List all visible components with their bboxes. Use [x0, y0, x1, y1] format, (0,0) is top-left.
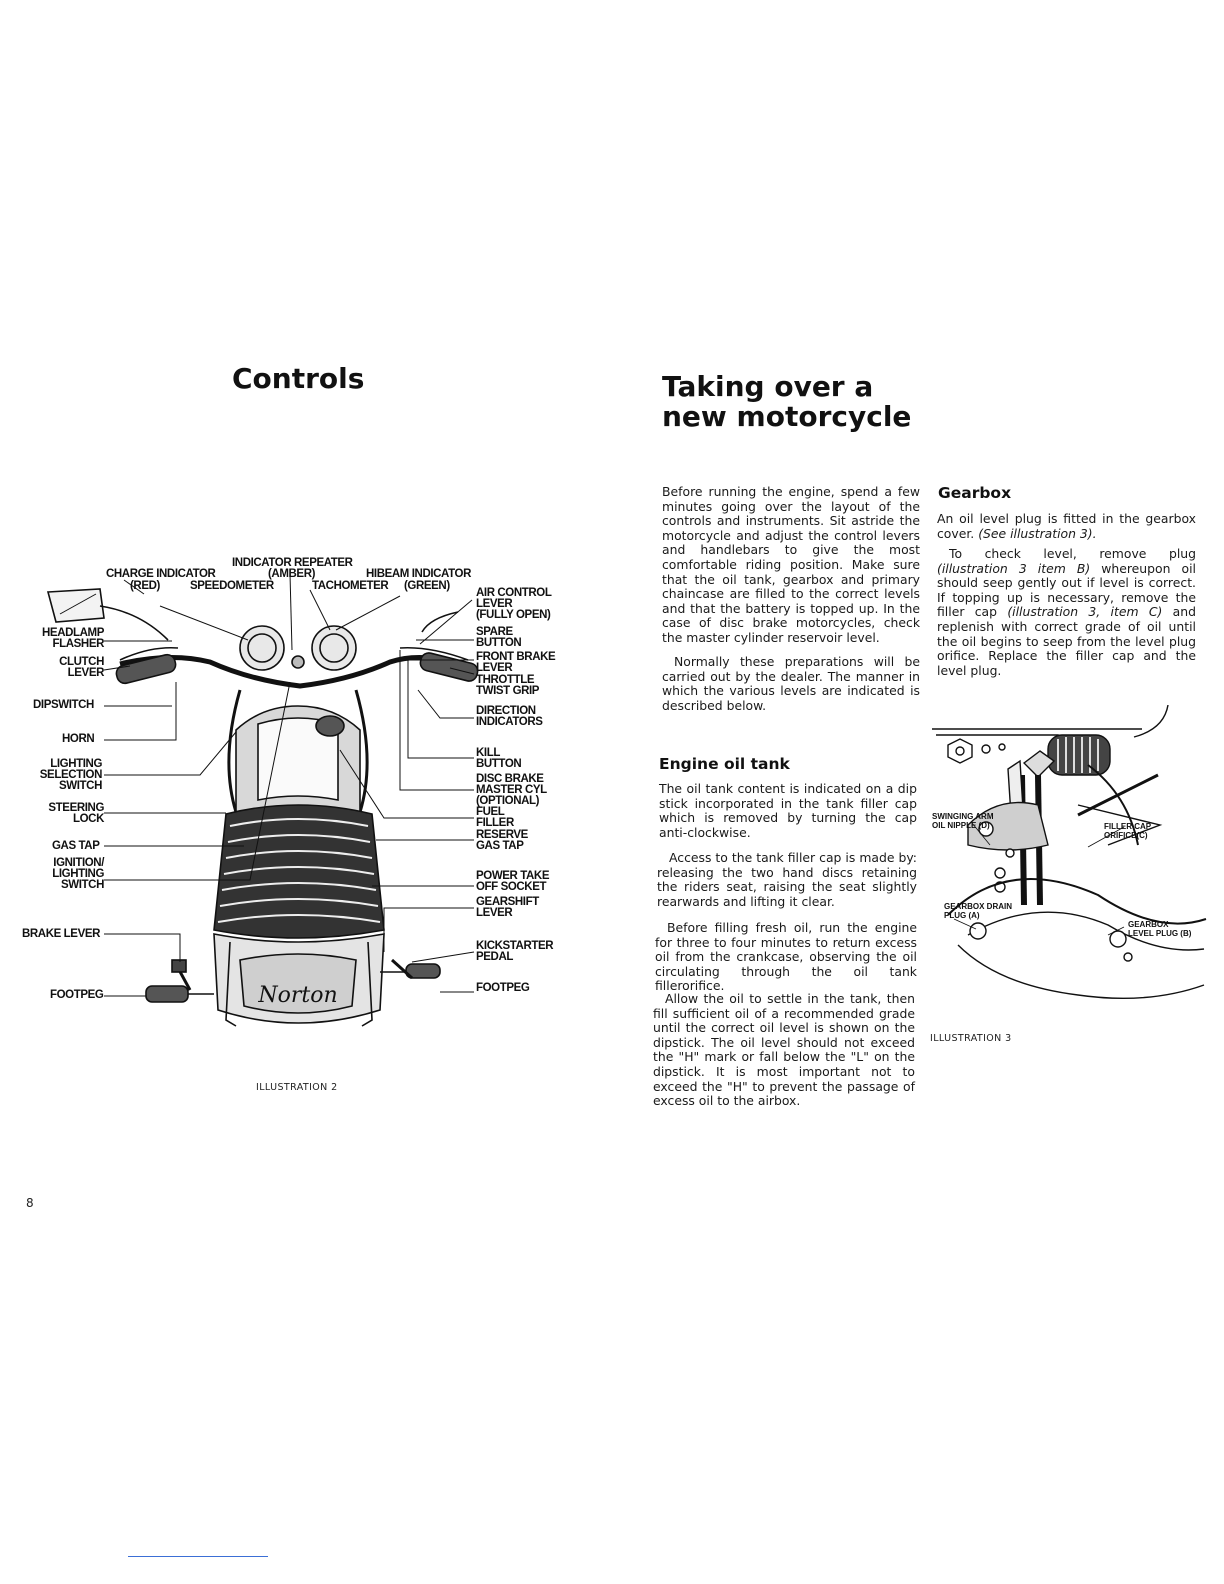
label-speedometer: SPEEDOMETER — [190, 580, 274, 592]
label-horn: HORN — [62, 733, 95, 745]
label-swinging-arm-oil-nipple: SWINGING ARM OIL NIPPLE (D) — [932, 812, 994, 830]
label-footpeg-left: FOOTPEG — [50, 989, 104, 1001]
label-lighting-selection-switch: LIGHTING SELECTION SWITCH — [39, 758, 102, 792]
illustration-2-caption: ILLUSTRATION 2 — [256, 1082, 338, 1093]
label-reserve-gas-tap: RESERVE GAS TAP — [476, 829, 528, 852]
heading-engine-oil-tank: Engine oil tank — [659, 755, 790, 773]
label-ignition-lighting-switch: IGNITION/ LIGHTING SWITCH — [52, 857, 104, 891]
intro-paragraph-2: Normally these preparations will be carried out by the dealer. The manner in which the various levels are indicated is described below. — [662, 654, 920, 713]
label-throttle-twist-grip: THROTTLE TWIST GRIP — [476, 674, 540, 697]
label-air-control-lever: AIR CONTROL LEVER (FULLY OPEN) — [476, 587, 552, 621]
label-tachometer: TACHOMETER — [312, 580, 389, 592]
oil-paragraph-3: Before filling fresh oil, run the engine for three to four minutes to return excess oil from the crankcase, observing the oil circulating through the oil tank fillerorifice. — [655, 920, 917, 994]
label-filler-cap-orifice: FILLER CAP ORIFICE(C) — [1104, 822, 1152, 840]
label-dipswitch: DIPSWITCH — [33, 699, 94, 711]
label-charge-indicator: CHARGE INDICATOR — [106, 568, 216, 580]
label-gearbox-level-plug: GEARBOX LEVEL PLUG (B) — [1128, 920, 1192, 938]
page-number: 8 — [26, 1196, 34, 1210]
label-brake-lever: BRAKE LEVER — [22, 928, 101, 940]
page-title-controls: Controls — [232, 362, 365, 395]
oil-paragraph-4: Allow the oil to settle in the tank, then fill sufficient oil of a recommended grade until the correct oil level is shown on the dipstick. The oil level should not exceed the "H" mark or fall below the "L" on the dipstick. It is most important not to exceed the "H" to prevent the passage of excess oil to the airbox. — [653, 991, 915, 1109]
label-kickstarter-pedal: KICKSTARTER PEDAL — [476, 940, 554, 963]
label-red: (RED) — [130, 580, 160, 592]
bottom-rule — [128, 1556, 268, 1557]
label-spare-button: SPARE BUTTON — [476, 626, 522, 649]
label-amber: (AMBER) — [268, 568, 316, 580]
gearbox-paragraph-2: To check level, remove plug (illustration 3 item B) whereupon oil should seep gently out if level is correct. If topping up is necessary, remove the filler cap (illustration 3, item C) and replenish with correct grade of oil until the oil begins to seep from the level plug orifice. Replace the filler cap and the level plug. — [937, 546, 1196, 678]
illustration-3-caption: ILLUSTRATION 3 — [930, 1033, 1012, 1044]
label-footpeg-right: FOOTPEG — [476, 982, 530, 994]
label-gas-tap: GAS TAP — [52, 840, 100, 852]
label-disc-brake-master-cyl: DISC BRAKE MASTER CYL (OPTIONAL) — [476, 773, 547, 807]
heading-gearbox: Gearbox — [938, 484, 1012, 502]
gearbox-illustration — [928, 705, 1208, 1015]
label-kill-button: KILL BUTTON — [476, 747, 522, 770]
page-title-taking-over: Taking over a new motorcycle — [662, 370, 912, 433]
oil-paragraph-2: Access to the tank filler cap is made by: releasing the two hand discs retaining the riders seat, raising the seat slightly rearwards and lifting it clear. — [657, 850, 917, 909]
label-steering-lock: STEERING LOCK — [48, 802, 104, 825]
norton-logo: Norton — [258, 983, 338, 1008]
label-gearbox-drain-plug: GEARBOX DRAIN PLUG (A) — [944, 902, 1013, 920]
oil-paragraph-1: The oil tank content is indicated on a dip stick incorporated in the tank filler cap which is removed by turning the cap anti-clockwise. — [659, 781, 917, 840]
label-clutch-lever: CLUTCH LEVER — [59, 656, 104, 679]
label-direction-indicators: DIRECTION INDICATORS — [476, 705, 543, 728]
label-gearshift-lever: GEARSHIFT LEVER — [476, 896, 539, 919]
intro-paragraph-1: Before running the engine, spend a few minutes going over the layout of the controls and instruments. Sit astride the motorcycle and adjust the control levers and handlebars to give the most comfortable riding position. Make sure that the oil tank, gearbox and primary chaincase are filled to the correct levels and that the battery is topped up. In the case of disc brake motorcycles, check the master cylinder reservoir level. — [662, 484, 920, 645]
label-green: (GREEN) — [404, 580, 450, 592]
label-fuel-filler: FUEL FILLER — [476, 806, 514, 829]
label-power-take-off-socket: POWER TAKE OFF SOCKET — [476, 870, 550, 893]
label-front-brake-lever: FRONT BRAKE LEVER — [476, 651, 556, 674]
label-headlamp-flasher: HEADLAMP FLASHER — [42, 627, 104, 650]
gearbox-paragraph-1: An oil level plug is fitted in the gearbox cover. (See illustration 3). — [937, 511, 1196, 541]
label-indicator-repeater: INDICATOR REPEATER — [232, 557, 353, 569]
label-hibeam-indicator: HIBEAM INDICATOR — [366, 568, 471, 580]
